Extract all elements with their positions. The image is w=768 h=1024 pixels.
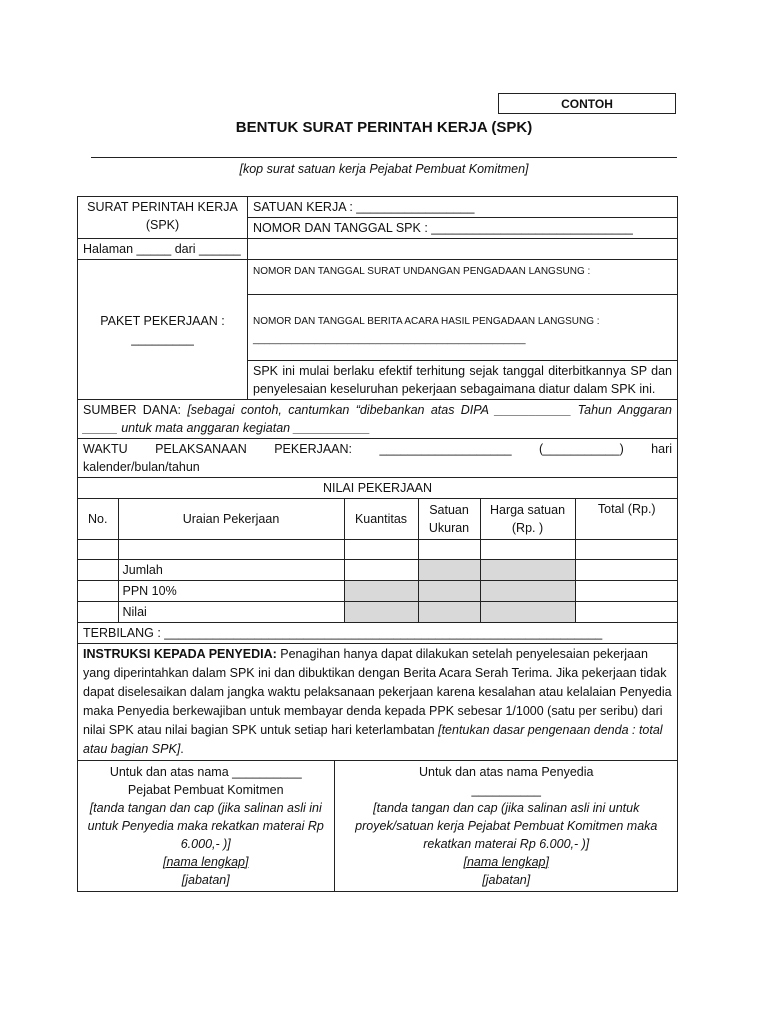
table-row xyxy=(78,580,678,601)
halaman: Halaman _____ dari ______ xyxy=(78,239,248,260)
cell xyxy=(418,559,480,580)
sig-left-name: [nama lengkap] xyxy=(163,854,249,869)
nomor-berita-acara xyxy=(248,295,678,361)
instruksi-italic: [tentukan dasar pengenaan denda : total atau bagian SPK] xyxy=(83,722,663,756)
cell xyxy=(418,580,480,601)
cell xyxy=(78,601,118,622)
paket-pekerjaan xyxy=(78,260,248,400)
cell xyxy=(480,580,575,601)
table-row xyxy=(78,601,678,622)
instruksi-label: INSTRUKSI KEPADA PENYEDIA: xyxy=(83,646,277,661)
berita-acara-label: NOMOR DAN TANGGAL BERITA ACARA HASIL PENGADAAN LANGSUNG : xyxy=(253,316,600,327)
spk-label: SURAT PERINTAH KERJA (SPK) xyxy=(78,197,248,239)
nomor-undangan: NOMOR DAN TANGGAL SURAT UNDANGAN PENGADAAN LANGSUNG : xyxy=(248,260,678,295)
cell xyxy=(78,580,118,601)
berita-acara-blank: _________________________________________________ xyxy=(253,334,526,345)
col-harga: Harga satuan (Rp. ) xyxy=(480,499,575,539)
col-satuan: Satuan Ukuran xyxy=(418,499,480,539)
spk-berlaku: SPK ini mulai berlaku efektif terhitung sejak tanggal diterbitkannya SP dan penyelesaian keseluruhan pekerjaan sebagaimana diatur dalam SPK ini. xyxy=(248,361,678,400)
cell xyxy=(480,539,575,559)
col-uraian: Uraian Pekerjaan xyxy=(118,499,344,539)
cell xyxy=(118,539,344,559)
kop-surat: [kop surat satuan kerja Pejabat Pembuat Komitmen] xyxy=(239,162,529,176)
nilai-pekerjaan-cell xyxy=(78,499,678,623)
instruksi-penyedia xyxy=(78,643,678,760)
kop-divider xyxy=(91,157,677,158)
cell xyxy=(418,601,480,622)
cell xyxy=(480,559,575,580)
sig-right-jabatan: [jabatan] xyxy=(482,872,531,887)
sig-right-line2: __________ xyxy=(471,782,542,797)
empty-cell xyxy=(248,239,678,260)
cell xyxy=(575,559,678,580)
col-kuantitas: Kuantitas xyxy=(344,499,418,539)
sumber-dana xyxy=(78,400,678,439)
sumber-dana-text: [sebagai contoh, cantumkan “dibebankan atas DIPA ___________ Tahun Anggaran _____ untuk mata anggaran kegiatan ___________ xyxy=(83,403,673,435)
sig-left-line2: Pejabat Pembuat Komitmen xyxy=(127,782,284,797)
cell xyxy=(575,601,678,622)
contoh-label: CONTOH xyxy=(498,93,676,114)
paket-blank: _________ xyxy=(131,331,194,346)
nilai-pekerjaan-heading: NILAI PEKERJAAN xyxy=(78,478,678,499)
table-row xyxy=(78,539,678,559)
row-nilai: Nilai xyxy=(118,601,344,622)
table-row xyxy=(78,559,678,580)
sumber-dana-label: SUMBER DANA: xyxy=(83,403,181,417)
instruksi-end: . xyxy=(180,741,184,756)
sig-right-note: [tanda tangan dan cap (jika salinan asli ini untuk proyek/satuan kerja Pejabat Pembuat Komitmen maka rekatkan materai Rp 6.000,- )] xyxy=(355,800,658,851)
sig-left-jabatan: [jabatan] xyxy=(181,872,230,887)
spk-form-table xyxy=(77,196,678,892)
signature-right xyxy=(334,761,678,891)
row-ppn: PPN 10% xyxy=(118,580,344,601)
sig-left-note: [tanda tangan dan cap (jika salinan asli ini untuk Penyedia maka rekatkan materai Rp 6.000,- )] xyxy=(87,800,324,851)
terbilang: TERBILANG : _______________________________________________________________ xyxy=(78,622,678,643)
signature-left xyxy=(78,761,334,891)
cell xyxy=(344,539,418,559)
sig-left-line1: Untuk dan atas nama __________ xyxy=(109,764,302,779)
nilai-pekerjaan-table xyxy=(78,499,678,622)
col-no: No. xyxy=(78,499,118,539)
cell xyxy=(344,601,418,622)
cell xyxy=(418,539,480,559)
sig-right-line1: Untuk dan atas nama Penyedia xyxy=(419,764,594,779)
cell xyxy=(78,559,118,580)
paket-label: PAKET PEKERJAAN : xyxy=(100,313,225,328)
instruksi-text: Penagihan hanya dapat dilakukan setelah penyelesaian pekerjaan yang diperintahkan dalam SPK ini dan dibuktikan dengan Berita Acara Serah Terima. Jika pekerjaan tidak dapat diselesaikan dalam jangka waktu pelaksanaan pekerjaan karena kesalahan atau kelalaian Penyedia maka Penyedia berkewajiban untuk membayar denda kepada PPK sebesar 1/1000 (satu per seribu) dari nilai SPK atau nilai bagian SPK untuk setiap hari keterlambatan xyxy=(83,646,672,737)
waktu-pelaksanaan: WAKTU PELAKSANAAN PEKERJAAN: ___________________ (___________) hari kalender/bulan/tahun xyxy=(78,439,678,478)
row-jumlah: Jumlah xyxy=(118,559,344,580)
cell xyxy=(344,580,418,601)
nomor-tanggal-spk: NOMOR DAN TANGGAL SPK : _____________________________ xyxy=(248,218,678,239)
signature-table xyxy=(78,761,678,891)
document-title: BENTUK SURAT PERINTAH KERJA (SPK) xyxy=(235,119,533,136)
satuan-kerja: SATUAN KERJA : _________________ xyxy=(248,197,678,218)
cell xyxy=(344,559,418,580)
cell xyxy=(480,601,575,622)
cell xyxy=(575,539,678,559)
col-total: Total (Rp.) xyxy=(575,499,678,539)
signature-cell xyxy=(78,760,678,891)
cell xyxy=(575,580,678,601)
sig-right-name: [nama lengkap] xyxy=(463,854,549,869)
cell xyxy=(78,539,118,559)
